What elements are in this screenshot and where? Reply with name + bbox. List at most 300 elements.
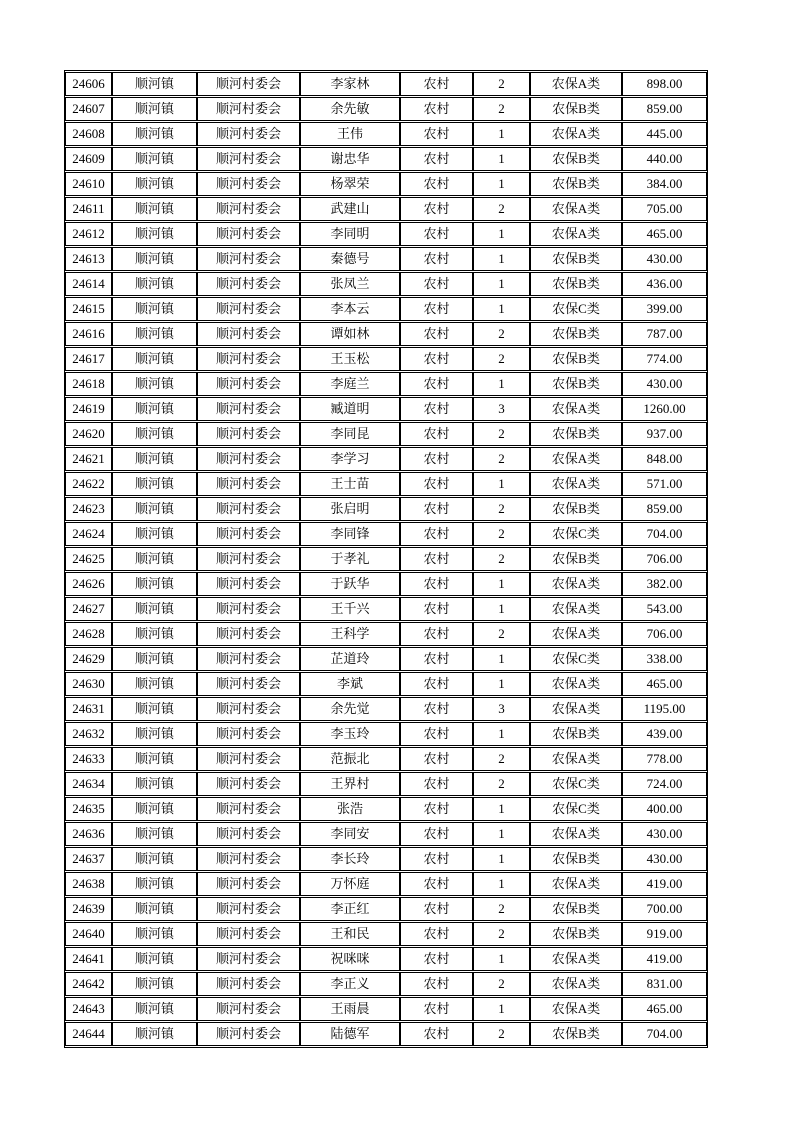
cell-village_committee: 顺河村委会 bbox=[197, 622, 300, 646]
cell-person_count: 2 bbox=[473, 922, 530, 946]
cell-insurance_category: 农保B类 bbox=[530, 147, 622, 171]
cell-id: 24641 bbox=[65, 947, 112, 971]
cell-village_committee: 顺河村委会 bbox=[197, 747, 300, 771]
table-row bbox=[65, 272, 707, 296]
cell-id: 24614 bbox=[65, 272, 112, 296]
cell-village_committee: 顺河村委会 bbox=[197, 722, 300, 746]
cell-amount: 445.00 bbox=[622, 122, 707, 146]
cell-id: 24630 bbox=[65, 672, 112, 696]
cell-village_committee: 顺河村委会 bbox=[197, 1022, 300, 1046]
cell-id: 24640 bbox=[65, 922, 112, 946]
cell-town: 顺河镇 bbox=[112, 297, 197, 321]
cell-town: 顺河镇 bbox=[112, 272, 197, 296]
cell-amount: 338.00 bbox=[622, 647, 707, 671]
cell-amount: 436.00 bbox=[622, 272, 707, 296]
cell-insurance_category: 农保C类 bbox=[530, 647, 622, 671]
cell-amount: 543.00 bbox=[622, 597, 707, 621]
cell-insurance_category: 农保B类 bbox=[530, 372, 622, 396]
cell-amount: 430.00 bbox=[622, 372, 707, 396]
cell-person_count: 1 bbox=[473, 947, 530, 971]
cell-insurance_category: 农保A类 bbox=[530, 672, 622, 696]
cell-village_committee: 顺河村委会 bbox=[197, 647, 300, 671]
table-row bbox=[65, 897, 707, 921]
cell-insurance_category: 农保A类 bbox=[530, 997, 622, 1021]
cell-name: 李学习 bbox=[300, 447, 400, 471]
cell-residence_type: 农村 bbox=[400, 322, 473, 346]
cell-insurance_category: 农保A类 bbox=[530, 597, 622, 621]
cell-id: 24624 bbox=[65, 522, 112, 546]
cell-id: 24628 bbox=[65, 622, 112, 646]
cell-insurance_category: 农保C类 bbox=[530, 297, 622, 321]
cell-insurance_category: 农保C类 bbox=[530, 522, 622, 546]
cell-name: 范振北 bbox=[300, 747, 400, 771]
cell-insurance_category: 农保A类 bbox=[530, 972, 622, 996]
cell-insurance_category: 农保A类 bbox=[530, 872, 622, 896]
cell-insurance_category: 农保B类 bbox=[530, 897, 622, 921]
cell-insurance_category: 农保A类 bbox=[530, 72, 622, 96]
cell-village_committee: 顺河村委会 bbox=[197, 322, 300, 346]
table-row bbox=[65, 147, 707, 171]
cell-person_count: 1 bbox=[473, 647, 530, 671]
cell-name: 李正红 bbox=[300, 897, 400, 921]
cell-village_committee: 顺河村委会 bbox=[197, 522, 300, 546]
cell-town: 顺河镇 bbox=[112, 447, 197, 471]
cell-residence_type: 农村 bbox=[400, 447, 473, 471]
cell-person_count: 2 bbox=[473, 72, 530, 96]
table-row bbox=[65, 847, 707, 871]
cell-person_count: 1 bbox=[473, 172, 530, 196]
cell-person_count: 2 bbox=[473, 522, 530, 546]
cell-town: 顺河镇 bbox=[112, 697, 197, 721]
cell-name: 秦德号 bbox=[300, 247, 400, 271]
cell-town: 顺河镇 bbox=[112, 622, 197, 646]
cell-village_committee: 顺河村委会 bbox=[197, 247, 300, 271]
cell-name: 张启明 bbox=[300, 497, 400, 521]
cell-town: 顺河镇 bbox=[112, 547, 197, 571]
cell-village_committee: 顺河村委会 bbox=[197, 72, 300, 96]
cell-insurance_category: 农保B类 bbox=[530, 272, 622, 296]
cell-amount: 831.00 bbox=[622, 972, 707, 996]
table-row bbox=[65, 97, 707, 121]
cell-village_committee: 顺河村委会 bbox=[197, 222, 300, 246]
table-row bbox=[65, 547, 707, 571]
cell-amount: 465.00 bbox=[622, 672, 707, 696]
cell-name: 武建山 bbox=[300, 197, 400, 221]
cell-residence_type: 农村 bbox=[400, 647, 473, 671]
cell-amount: 919.00 bbox=[622, 922, 707, 946]
cell-village_committee: 顺河村委会 bbox=[197, 947, 300, 971]
cell-insurance_category: 农保A类 bbox=[530, 822, 622, 846]
cell-id: 24637 bbox=[65, 847, 112, 871]
cell-id: 24622 bbox=[65, 472, 112, 496]
cell-residence_type: 农村 bbox=[400, 522, 473, 546]
cell-residence_type: 农村 bbox=[400, 722, 473, 746]
cell-residence_type: 农村 bbox=[400, 572, 473, 596]
cell-person_count: 1 bbox=[473, 872, 530, 896]
cell-town: 顺河镇 bbox=[112, 147, 197, 171]
cell-village_committee: 顺河村委会 bbox=[197, 922, 300, 946]
cell-amount: 704.00 bbox=[622, 522, 707, 546]
cell-amount: 937.00 bbox=[622, 422, 707, 446]
cell-village_committee: 顺河村委会 bbox=[197, 497, 300, 521]
table-row bbox=[65, 947, 707, 971]
table-row bbox=[65, 222, 707, 246]
table-row bbox=[65, 497, 707, 521]
cell-amount: 571.00 bbox=[622, 472, 707, 496]
cell-amount: 1260.00 bbox=[622, 397, 707, 421]
cell-name: 王伟 bbox=[300, 122, 400, 146]
cell-town: 顺河镇 bbox=[112, 797, 197, 821]
cell-town: 顺河镇 bbox=[112, 72, 197, 96]
cell-id: 24606 bbox=[65, 72, 112, 96]
cell-village_committee: 顺河村委会 bbox=[197, 872, 300, 896]
cell-id: 24617 bbox=[65, 347, 112, 371]
cell-insurance_category: 农保B类 bbox=[530, 247, 622, 271]
cell-residence_type: 农村 bbox=[400, 672, 473, 696]
cell-residence_type: 农村 bbox=[400, 797, 473, 821]
cell-village_committee: 顺河村委会 bbox=[197, 572, 300, 596]
cell-id: 24626 bbox=[65, 572, 112, 596]
cell-residence_type: 农村 bbox=[400, 772, 473, 796]
cell-id: 24615 bbox=[65, 297, 112, 321]
cell-person_count: 3 bbox=[473, 697, 530, 721]
cell-town: 顺河镇 bbox=[112, 972, 197, 996]
cell-residence_type: 农村 bbox=[400, 1022, 473, 1046]
cell-town: 顺河镇 bbox=[112, 247, 197, 271]
cell-name: 王士苗 bbox=[300, 472, 400, 496]
table-row bbox=[65, 72, 707, 96]
cell-insurance_category: 农保A类 bbox=[530, 122, 622, 146]
cell-person_count: 1 bbox=[473, 597, 530, 621]
cell-insurance_category: 农保B类 bbox=[530, 172, 622, 196]
cell-name: 王科学 bbox=[300, 622, 400, 646]
cell-name: 谭如林 bbox=[300, 322, 400, 346]
cell-village_committee: 顺河村委会 bbox=[197, 897, 300, 921]
cell-name: 余先敏 bbox=[300, 97, 400, 121]
cell-town: 顺河镇 bbox=[112, 572, 197, 596]
cell-residence_type: 农村 bbox=[400, 547, 473, 571]
cell-name: 李玉玲 bbox=[300, 722, 400, 746]
cell-person_count: 2 bbox=[473, 347, 530, 371]
cell-village_committee: 顺河村委会 bbox=[197, 672, 300, 696]
cell-id: 24607 bbox=[65, 97, 112, 121]
cell-town: 顺河镇 bbox=[112, 672, 197, 696]
cell-amount: 430.00 bbox=[622, 822, 707, 846]
cell-person_count: 2 bbox=[473, 497, 530, 521]
cell-residence_type: 农村 bbox=[400, 997, 473, 1021]
cell-name: 李同明 bbox=[300, 222, 400, 246]
cell-village_committee: 顺河村委会 bbox=[197, 797, 300, 821]
cell-person_count: 1 bbox=[473, 147, 530, 171]
cell-id: 24635 bbox=[65, 797, 112, 821]
cell-insurance_category: 农保A类 bbox=[530, 697, 622, 721]
cell-amount: 704.00 bbox=[622, 1022, 707, 1046]
table-row bbox=[65, 672, 707, 696]
cell-person_count: 2 bbox=[473, 622, 530, 646]
cell-village_committee: 顺河村委会 bbox=[197, 697, 300, 721]
cell-amount: 848.00 bbox=[622, 447, 707, 471]
cell-residence_type: 农村 bbox=[400, 947, 473, 971]
cell-residence_type: 农村 bbox=[400, 972, 473, 996]
cell-town: 顺河镇 bbox=[112, 497, 197, 521]
cell-amount: 1195.00 bbox=[622, 697, 707, 721]
cell-id: 24623 bbox=[65, 497, 112, 521]
cell-residence_type: 农村 bbox=[400, 347, 473, 371]
cell-person_count: 2 bbox=[473, 972, 530, 996]
cell-residence_type: 农村 bbox=[400, 622, 473, 646]
cell-amount: 774.00 bbox=[622, 347, 707, 371]
cell-amount: 439.00 bbox=[622, 722, 707, 746]
cell-id: 24634 bbox=[65, 772, 112, 796]
cell-person_count: 2 bbox=[473, 547, 530, 571]
cell-village_committee: 顺河村委会 bbox=[197, 97, 300, 121]
cell-amount: 859.00 bbox=[622, 497, 707, 521]
cell-town: 顺河镇 bbox=[112, 122, 197, 146]
cell-residence_type: 农村 bbox=[400, 222, 473, 246]
table-row bbox=[65, 522, 707, 546]
cell-insurance_category: 农保A类 bbox=[530, 222, 622, 246]
cell-name: 祝咪咪 bbox=[300, 947, 400, 971]
cell-name: 张浩 bbox=[300, 797, 400, 821]
cell-village_committee: 顺河村委会 bbox=[197, 597, 300, 621]
cell-residence_type: 农村 bbox=[400, 172, 473, 196]
cell-village_committee: 顺河村委会 bbox=[197, 972, 300, 996]
cell-id: 24636 bbox=[65, 822, 112, 846]
table-row bbox=[65, 397, 707, 421]
cell-insurance_category: 农保A类 bbox=[530, 447, 622, 471]
cell-person_count: 2 bbox=[473, 897, 530, 921]
cell-town: 顺河镇 bbox=[112, 97, 197, 121]
table-row bbox=[65, 922, 707, 946]
cell-village_committee: 顺河村委会 bbox=[197, 822, 300, 846]
cell-town: 顺河镇 bbox=[112, 722, 197, 746]
table-row bbox=[65, 597, 707, 621]
cell-town: 顺河镇 bbox=[112, 847, 197, 871]
cell-id: 24611 bbox=[65, 197, 112, 221]
records-table bbox=[64, 70, 708, 1048]
table-row bbox=[65, 872, 707, 896]
cell-amount: 724.00 bbox=[622, 772, 707, 796]
cell-id: 24619 bbox=[65, 397, 112, 421]
table-row bbox=[65, 247, 707, 271]
cell-town: 顺河镇 bbox=[112, 1022, 197, 1046]
cell-residence_type: 农村 bbox=[400, 822, 473, 846]
cell-residence_type: 农村 bbox=[400, 747, 473, 771]
cell-name: 李斌 bbox=[300, 672, 400, 696]
cell-village_committee: 顺河村委会 bbox=[197, 347, 300, 371]
cell-residence_type: 农村 bbox=[400, 372, 473, 396]
cell-amount: 419.00 bbox=[622, 947, 707, 971]
cell-person_count: 2 bbox=[473, 322, 530, 346]
cell-insurance_category: 农保B类 bbox=[530, 1022, 622, 1046]
cell-id: 24632 bbox=[65, 722, 112, 746]
cell-name: 王千兴 bbox=[300, 597, 400, 621]
cell-residence_type: 农村 bbox=[400, 847, 473, 871]
cell-amount: 859.00 bbox=[622, 97, 707, 121]
cell-insurance_category: 农保B类 bbox=[530, 922, 622, 946]
cell-insurance_category: 农保B类 bbox=[530, 347, 622, 371]
cell-person_count: 1 bbox=[473, 822, 530, 846]
cell-residence_type: 农村 bbox=[400, 197, 473, 221]
cell-name: 谢忠华 bbox=[300, 147, 400, 171]
cell-residence_type: 农村 bbox=[400, 897, 473, 921]
cell-town: 顺河镇 bbox=[112, 822, 197, 846]
cell-village_committee: 顺河村委会 bbox=[197, 297, 300, 321]
cell-amount: 787.00 bbox=[622, 322, 707, 346]
cell-name: 王界村 bbox=[300, 772, 400, 796]
cell-residence_type: 农村 bbox=[400, 597, 473, 621]
cell-town: 顺河镇 bbox=[112, 372, 197, 396]
cell-id: 24627 bbox=[65, 597, 112, 621]
cell-amount: 382.00 bbox=[622, 572, 707, 596]
cell-amount: 399.00 bbox=[622, 297, 707, 321]
records-table-body bbox=[65, 72, 707, 1046]
cell-id: 24613 bbox=[65, 247, 112, 271]
table-row bbox=[65, 747, 707, 771]
cell-person_count: 2 bbox=[473, 422, 530, 446]
cell-town: 顺河镇 bbox=[112, 222, 197, 246]
cell-insurance_category: 农保B类 bbox=[530, 322, 622, 346]
cell-id: 24609 bbox=[65, 147, 112, 171]
cell-id: 24621 bbox=[65, 447, 112, 471]
table-row bbox=[65, 1022, 707, 1046]
cell-person_count: 2 bbox=[473, 772, 530, 796]
cell-village_committee: 顺河村委会 bbox=[197, 272, 300, 296]
cell-residence_type: 农村 bbox=[400, 697, 473, 721]
cell-id: 24610 bbox=[65, 172, 112, 196]
cell-residence_type: 农村 bbox=[400, 97, 473, 121]
cell-village_committee: 顺河村委会 bbox=[197, 472, 300, 496]
cell-insurance_category: 农保C类 bbox=[530, 797, 622, 821]
cell-insurance_category: 农保A类 bbox=[530, 947, 622, 971]
cell-village_committee: 顺河村委会 bbox=[197, 772, 300, 796]
cell-village_committee: 顺河村委会 bbox=[197, 547, 300, 571]
cell-village_committee: 顺河村委会 bbox=[197, 847, 300, 871]
cell-town: 顺河镇 bbox=[112, 772, 197, 796]
cell-amount: 465.00 bbox=[622, 997, 707, 1021]
cell-town: 顺河镇 bbox=[112, 947, 197, 971]
cell-insurance_category: 农保A类 bbox=[530, 747, 622, 771]
cell-insurance_category: 农保A类 bbox=[530, 472, 622, 496]
cell-insurance_category: 农保B类 bbox=[530, 422, 622, 446]
cell-name: 王玉松 bbox=[300, 347, 400, 371]
cell-amount: 706.00 bbox=[622, 622, 707, 646]
cell-name: 张凤兰 bbox=[300, 272, 400, 296]
cell-id: 24643 bbox=[65, 997, 112, 1021]
cell-insurance_category: 农保B类 bbox=[530, 847, 622, 871]
cell-village_committee: 顺河村委会 bbox=[197, 122, 300, 146]
cell-id: 24631 bbox=[65, 697, 112, 721]
cell-amount: 706.00 bbox=[622, 547, 707, 571]
table-row bbox=[65, 472, 707, 496]
cell-name: 杨翠荣 bbox=[300, 172, 400, 196]
cell-insurance_category: 农保A类 bbox=[530, 572, 622, 596]
cell-person_count: 1 bbox=[473, 797, 530, 821]
table-row bbox=[65, 572, 707, 596]
cell-name: 李长玲 bbox=[300, 847, 400, 871]
cell-amount: 700.00 bbox=[622, 897, 707, 921]
cell-person_count: 1 bbox=[473, 472, 530, 496]
cell-amount: 430.00 bbox=[622, 247, 707, 271]
cell-person_count: 1 bbox=[473, 372, 530, 396]
cell-insurance_category: 农保B类 bbox=[530, 722, 622, 746]
cell-residence_type: 农村 bbox=[400, 297, 473, 321]
cell-name: 李家林 bbox=[300, 72, 400, 96]
cell-name: 王和民 bbox=[300, 922, 400, 946]
table-row bbox=[65, 322, 707, 346]
cell-village_committee: 顺河村委会 bbox=[197, 447, 300, 471]
cell-person_count: 2 bbox=[473, 447, 530, 471]
cell-residence_type: 农村 bbox=[400, 147, 473, 171]
cell-name: 李同锋 bbox=[300, 522, 400, 546]
cell-person_count: 1 bbox=[473, 672, 530, 696]
cell-name: 李同昆 bbox=[300, 422, 400, 446]
cell-person_count: 1 bbox=[473, 297, 530, 321]
cell-town: 顺河镇 bbox=[112, 422, 197, 446]
cell-town: 顺河镇 bbox=[112, 897, 197, 921]
cell-person_count: 1 bbox=[473, 222, 530, 246]
cell-town: 顺河镇 bbox=[112, 472, 197, 496]
table-row bbox=[65, 722, 707, 746]
cell-village_committee: 顺河村委会 bbox=[197, 147, 300, 171]
cell-name: 余先觉 bbox=[300, 697, 400, 721]
cell-residence_type: 农村 bbox=[400, 872, 473, 896]
table-row bbox=[65, 622, 707, 646]
cell-insurance_category: 农保B类 bbox=[530, 497, 622, 521]
table-row bbox=[65, 997, 707, 1021]
cell-person_count: 1 bbox=[473, 847, 530, 871]
table-row bbox=[65, 447, 707, 471]
cell-town: 顺河镇 bbox=[112, 197, 197, 221]
cell-id: 24633 bbox=[65, 747, 112, 771]
cell-name: 王雨晨 bbox=[300, 997, 400, 1021]
cell-person_count: 1 bbox=[473, 247, 530, 271]
cell-person_count: 1 bbox=[473, 122, 530, 146]
table-row bbox=[65, 697, 707, 721]
table-row bbox=[65, 347, 707, 371]
cell-village_committee: 顺河村委会 bbox=[197, 397, 300, 421]
table-row bbox=[65, 772, 707, 796]
cell-town: 顺河镇 bbox=[112, 397, 197, 421]
cell-insurance_category: 农保B类 bbox=[530, 547, 622, 571]
cell-amount: 440.00 bbox=[622, 147, 707, 171]
cell-insurance_category: 农保C类 bbox=[530, 772, 622, 796]
table-row bbox=[65, 197, 707, 221]
cell-residence_type: 农村 bbox=[400, 422, 473, 446]
table-row bbox=[65, 797, 707, 821]
cell-town: 顺河镇 bbox=[112, 347, 197, 371]
cell-person_count: 1 bbox=[473, 572, 530, 596]
cell-name: 万怀庭 bbox=[300, 872, 400, 896]
cell-village_committee: 顺河村委会 bbox=[197, 197, 300, 221]
cell-id: 24625 bbox=[65, 547, 112, 571]
table-row bbox=[65, 422, 707, 446]
cell-town: 顺河镇 bbox=[112, 872, 197, 896]
cell-amount: 430.00 bbox=[622, 847, 707, 871]
cell-name: 李庭兰 bbox=[300, 372, 400, 396]
cell-name: 陆德军 bbox=[300, 1022, 400, 1046]
cell-amount: 898.00 bbox=[622, 72, 707, 96]
cell-id: 24608 bbox=[65, 122, 112, 146]
cell-town: 顺河镇 bbox=[112, 322, 197, 346]
cell-name: 李正义 bbox=[300, 972, 400, 996]
cell-id: 24629 bbox=[65, 647, 112, 671]
cell-insurance_category: 农保B类 bbox=[530, 97, 622, 121]
cell-insurance_category: 农保A类 bbox=[530, 622, 622, 646]
cell-town: 顺河镇 bbox=[112, 922, 197, 946]
cell-person_count: 1 bbox=[473, 272, 530, 296]
cell-name: 李同安 bbox=[300, 822, 400, 846]
